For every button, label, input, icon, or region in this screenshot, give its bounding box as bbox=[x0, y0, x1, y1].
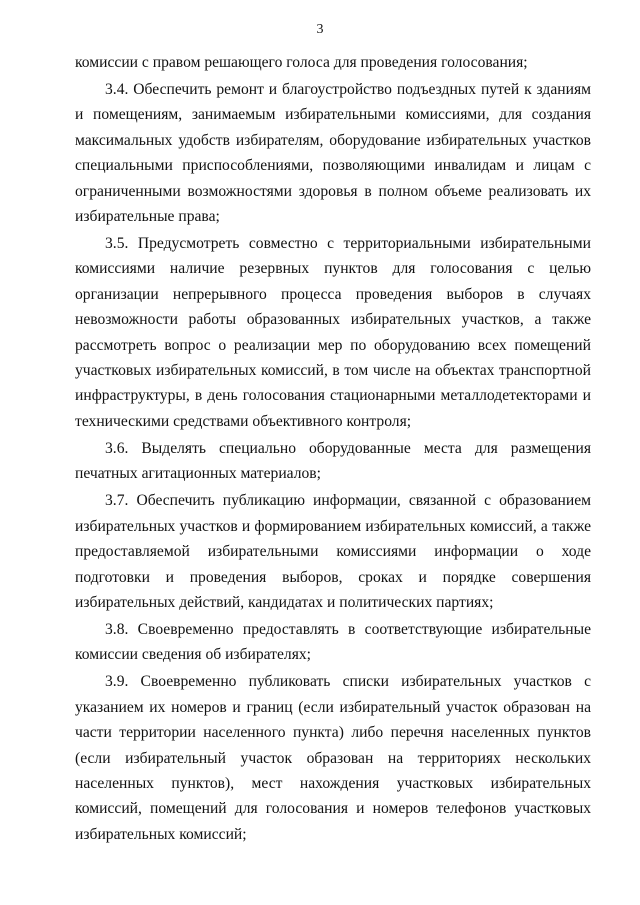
paragraph-continuation: комиссии с правом решающего голоса для проведения голосования; bbox=[75, 54, 528, 71]
document-body bbox=[75, 50, 591, 849]
paragraph-3-8: 3.8. Своевременно предоставлять в соответствующие избирательные комиссии сведения об избирателях; bbox=[75, 620, 591, 664]
paragraph-3-5: 3.5. Предусмотреть совместно с территориальными избирательными комиссиями наличие резервных пунктов для голосования с целью организации непрерывного процесса проведения выборов в случаях невозможности работы образованных избирательных участков, а также рассмотреть вопрос о реализации мер по оборудованию всех помещений участковых избирательных комиссий, в том числе на объектах транспортной инфраструктуры, в день голосования стационарными металлодетекторами и техническими средствами объективного контроля; bbox=[75, 235, 591, 430]
paragraph-3-7: 3.7. Обеспечить публикацию информации, связанной с образованием избирательных участков и формированием избирательных комиссий, а также предоставляемой избирательными комиссиями информации о ходе подготовки и проведения выборов, сроках и порядке совершения избирательных действий, кандидатах и политических партиях; bbox=[75, 492, 591, 611]
page-number: 3 bbox=[316, 22, 324, 37]
paragraph-3-4: 3.4. Обеспечить ремонт и благоустройство подъездных путей к зданиям и помещениям, занимаемым избирательными комиссиями, для создания максимальных удобств избирателям, оборудование избирательных участков специальными приспособлениями, позволяющими инвалидам и лицам с ограниченными возможностями здоровья в полном объеме реализовать их избирательные права; bbox=[75, 81, 591, 226]
paragraph-3-6: 3.6. Выделять специально оборудованные места для размещения печатных агитационных материалов; bbox=[75, 439, 591, 483]
paragraph-3-9: 3.9. Своевременно публиковать списки избирательных участков с указанием их номеров и границ (если избирательный участок образован на части территории населенного пункта) либо перечня населенных пунктов (если избирательный участок образован на территориях нескольких населенных пунктов), мест нахождения участковых избирательных комиссий, помещений для голосования и номеров телефонов участковых избирательных комиссий; bbox=[75, 673, 591, 843]
